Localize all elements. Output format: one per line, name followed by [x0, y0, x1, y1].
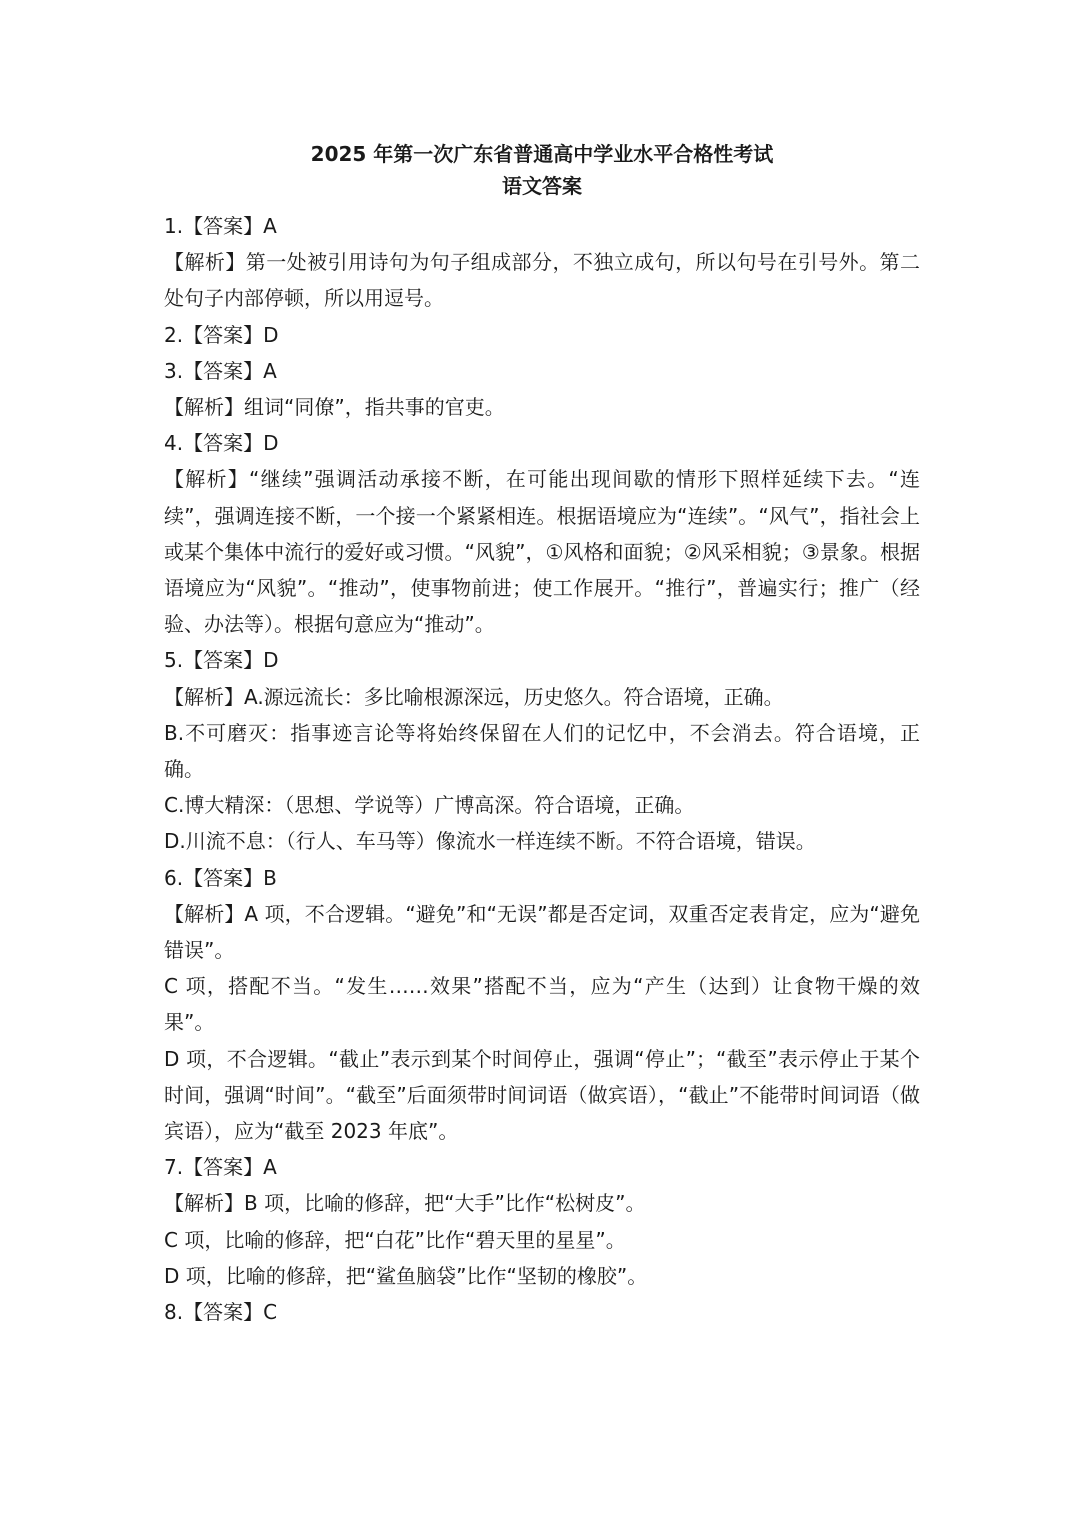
q7-analysis-c: C 项，比喻的修辞，把“白花”比作“碧天里的星星”。	[164, 1227, 626, 1252]
q4-analysis: 【解析】“继续”强调活动承接不断，在可能出现间歇的情形下照样延续下去。“连续”，强调连接不断，一个接一个紧紧相连。根据语境应为“连续”。“风气”，指社会上或某个集体中流行的爱好或习惯。“风貌”，①风格和面貌；②风采相貌；③景象。根据语境应为“风貌”。“推动”，使事物前进；使工作展开。“推行”，普遍实行；推广（经验、办法等）。根据句意应为“推动”。	[164, 467, 920, 637]
q2-answer: 2.【答案】D	[164, 322, 279, 347]
q6-analysis-d: D 项，不合逻辑。“截止”表示到某个时间停止，强调“停止”；“截至”表示停止于某个时间，强调“时间”。“截至”后面须带时间词语（做宾语），“截止”不能带时间词语（做宾语），应为“截至 2023 年底”。	[164, 1046, 920, 1144]
q5-analysis-b: B.不可磨灭：指事迹言论等将始终保留在人们的记忆中，不会消去。符合语境，正确。	[164, 720, 920, 782]
q3-answer: 3.【答案】A	[164, 358, 277, 383]
q3-analysis: 【解析】组词“同僚”，指共事的官吏。	[164, 395, 505, 420]
q4-answer: 4.【答案】D	[164, 431, 279, 456]
q5-analysis-c: C.博大精深：（思想、学说等）广博高深。符合语境，正确。	[164, 793, 695, 818]
q5-analysis-a: 【解析】A.源远流长：多比喻根源深远，历史悠久。符合语境，正确。	[164, 684, 784, 709]
document-title: 2025 年第一次广东省普通高中学业水平合格性考试	[310, 142, 774, 166]
q5-analysis-d: D.川流不息：（行人、车马等）像流水一样连续不断。不符合语境，错误。	[164, 829, 816, 854]
q7-analysis-d: D 项，比喻的修辞，把“鲨鱼脑袋”比作“坚韧的橡胶”。	[164, 1263, 648, 1288]
q1-answer: 1.【答案】A	[164, 214, 277, 238]
q6-analysis-a: 【解析】A 项，不合逻辑。“避免”和“无误”都是否定词，双重否定表肯定，应为“避免错误”。	[164, 901, 920, 963]
q7-analysis-b: 【解析】B 项，比喻的修辞，把“大手”比作“松树皮”。	[164, 1191, 646, 1216]
q6-analysis-c: C 项，搭配不当。“发生……效果”搭配不当，应为“产生（达到）让食物干燥的效果”。	[164, 974, 920, 1035]
q5-answer: 5.【答案】D	[164, 648, 279, 673]
q1-analysis: 【解析】第一处被引用诗句为句子组成部分，不独立成句，所以句号在引号外。第二处句子内部停顿，所以用逗号。	[164, 250, 920, 311]
answer-sheet	[164, 138, 920, 1330]
q7-answer: 7.【答案】A	[164, 1155, 277, 1180]
document-subtitle: 语文答案	[502, 174, 582, 198]
q8-answer: 8.【答案】C	[164, 1300, 278, 1325]
q6-answer: 6.【答案】B	[164, 865, 277, 890]
